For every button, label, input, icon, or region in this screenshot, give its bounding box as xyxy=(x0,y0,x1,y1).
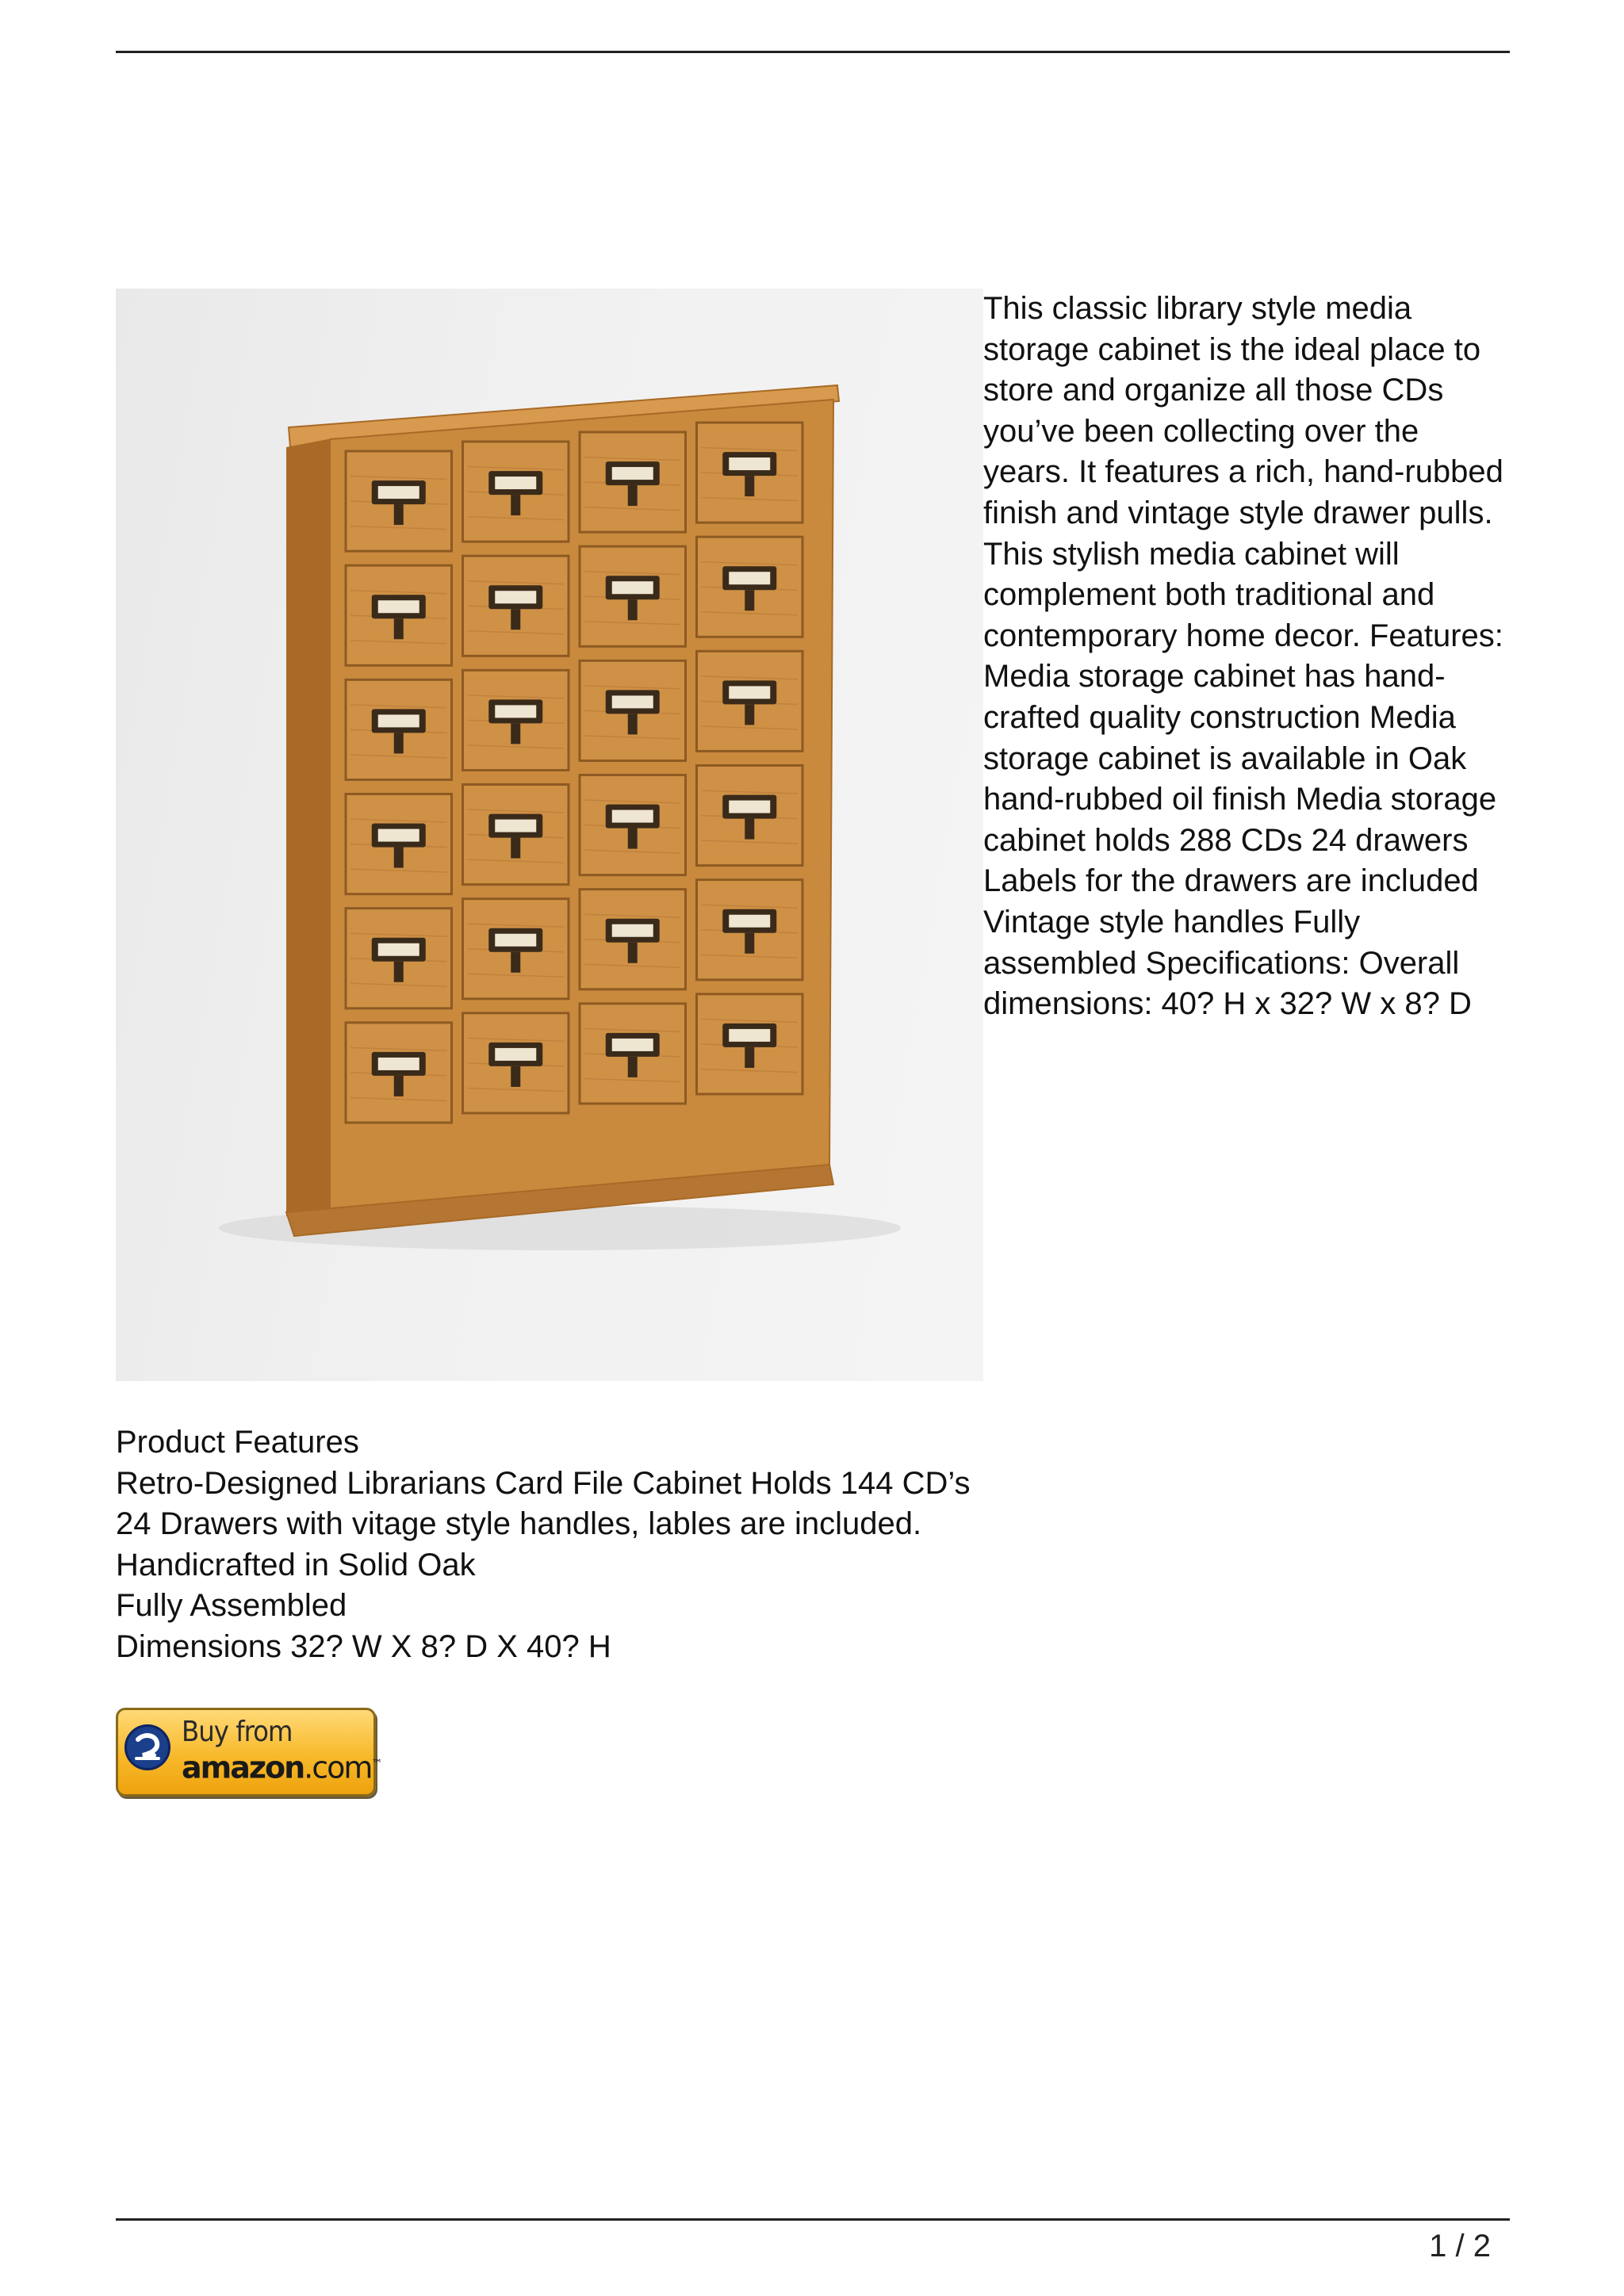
drawer-label xyxy=(495,1048,536,1061)
drawer-label xyxy=(378,486,419,499)
buy-from-amazon-button[interactable] xyxy=(116,1708,381,1797)
trademark-mark: ™ xyxy=(371,1757,381,1770)
drawer-pull xyxy=(745,933,754,954)
drawer-pull xyxy=(511,723,520,744)
drawer-label xyxy=(495,476,536,489)
drawer-label xyxy=(378,600,419,613)
feature-item: 24 Drawers with vitage style handles, lables are included. xyxy=(116,1506,922,1542)
feature-item: Retro-Designed Librarians Card File Cabinet Holds 144 CD’s xyxy=(116,1465,971,1501)
feature-item: Fully Assembled xyxy=(116,1588,347,1624)
drawer-pull xyxy=(511,609,520,629)
drawer-pull xyxy=(628,828,638,849)
cabinet-illustration xyxy=(116,289,983,1381)
drawer-pull xyxy=(394,962,404,982)
drawer-pull xyxy=(511,838,520,859)
drawer-pull xyxy=(628,943,638,963)
drawer-pull xyxy=(394,848,404,868)
drawer-label xyxy=(612,467,653,480)
drawer-label xyxy=(612,1039,653,1051)
drawer-pull xyxy=(745,819,754,840)
description-paragraph: This classic library style media storage cabinet is the ideal place to store and organize all those CDs you’ve been collecting over the years. It features a rich, hand-rubbed finish and vintage style drawer pulls. This stylish media cabinet will complement both traditional and contemporary home decor. Features: Media storage cabinet has hand-crafted quality construction Media storage cabinet is available in Oak hand-rubbed oil finish Media storage cabinet holds 288 CDs 24 drawers Labels for the drawers are included Vintage style handles Fully assembled Specifications: Overall dimensions: 40? H x 32? W x 8? D xyxy=(983,291,1503,1022)
drawer-label xyxy=(378,1058,419,1070)
drawer-label xyxy=(729,457,770,470)
footer-rule xyxy=(116,2218,1510,2221)
drawer-label xyxy=(612,810,653,823)
drawer-label xyxy=(729,1029,770,1042)
drawer-label xyxy=(495,820,536,832)
feature-item: Dimensions 32? W X 8? D X 40? H xyxy=(116,1628,611,1664)
drawer-pull xyxy=(394,618,404,639)
drawer-label xyxy=(729,686,770,698)
drawer-pull xyxy=(394,1076,404,1096)
product-image xyxy=(116,289,983,1381)
cabinet-side xyxy=(286,438,336,1224)
drawer-pull xyxy=(745,1047,754,1068)
drawer-label xyxy=(495,705,536,718)
drawer-pull xyxy=(628,599,638,620)
drawer-label xyxy=(612,581,653,594)
amazon-domain: .com xyxy=(304,1750,372,1785)
drawer-label xyxy=(495,591,536,603)
drawer-pull xyxy=(394,733,404,753)
buy-button-line1: Buy from xyxy=(182,1715,293,1748)
drawer-label xyxy=(495,934,536,947)
drawer-pull xyxy=(511,1066,520,1087)
drawer-pull xyxy=(745,590,754,610)
feature-item: Handicrafted in Solid Oak xyxy=(116,1547,476,1582)
drawer-pull xyxy=(394,504,404,525)
drawer-label xyxy=(612,695,653,708)
drawer-label xyxy=(378,943,419,956)
drawer-pull xyxy=(745,704,754,725)
amazon-wordmark: amazon xyxy=(182,1750,304,1785)
drawer-label xyxy=(729,572,770,584)
drawer-pull xyxy=(628,485,638,506)
drawer-label xyxy=(378,829,419,842)
drawer-pull xyxy=(511,495,520,515)
drawer-label xyxy=(612,924,653,937)
drawer-label xyxy=(729,915,770,928)
product-features xyxy=(116,1422,1510,1668)
page-number: 1 / 2 xyxy=(1429,2229,1491,2263)
drawer-pull xyxy=(628,1057,638,1077)
amazon-logo-icon xyxy=(124,1724,170,1770)
buy-button-line2 xyxy=(182,1747,381,1785)
drawer-label xyxy=(378,714,419,727)
drawer-pull xyxy=(745,476,754,496)
drawer-pull xyxy=(628,714,638,734)
document-body xyxy=(116,289,1510,1797)
drawer-pull xyxy=(511,952,520,973)
drawer-label xyxy=(729,801,770,813)
header-rule xyxy=(116,51,1510,53)
features-heading: Product Features xyxy=(116,1425,359,1460)
